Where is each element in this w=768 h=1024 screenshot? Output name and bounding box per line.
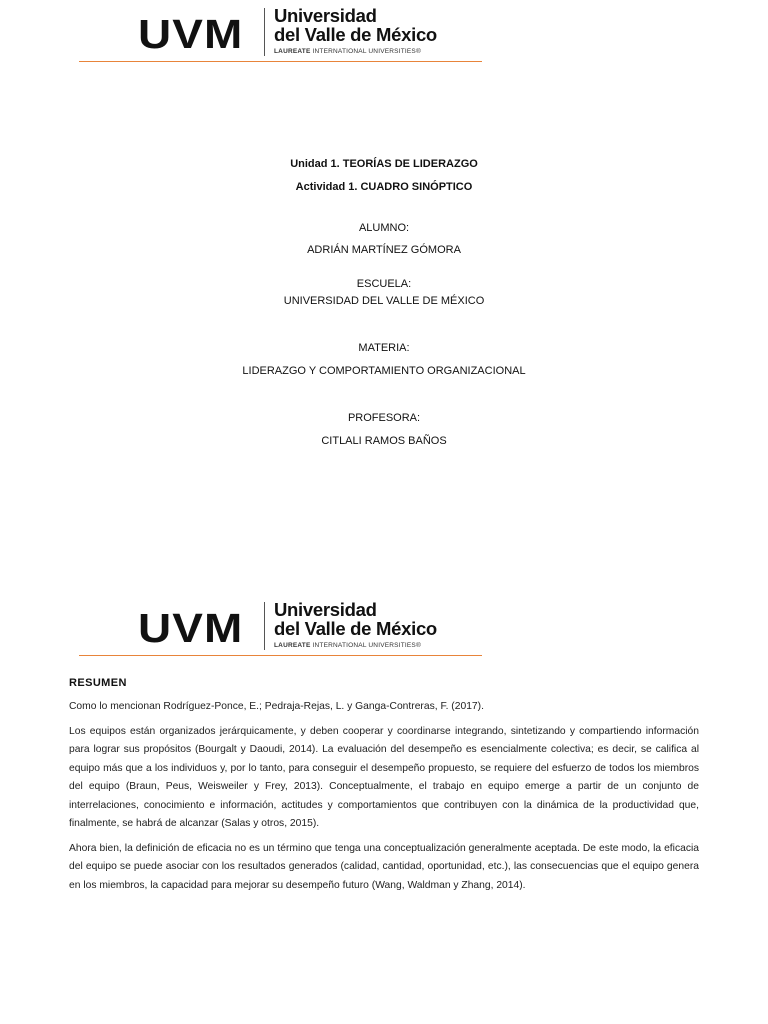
uvm-logo-mark: UVM [138, 11, 244, 57]
logo-network-label [274, 642, 421, 649]
header-rule-2 [79, 655, 482, 656]
logo-network-rest: INTERNATIONAL UNIVERSITIES® [310, 48, 421, 55]
student-label: ALUMNO: [358, 222, 410, 234]
activity-title: Actividad 1. CUADRO SINÓPTICO [295, 181, 473, 193]
student-name: ADRIÁN MARTÍNEZ GÓMORA [307, 244, 461, 256]
logo-divider [264, 602, 265, 650]
subject-label: MATERIA: [358, 342, 410, 354]
header-rule-1 [79, 61, 482, 62]
uvm-logo-header-2 [138, 599, 437, 658]
summary-paragraph-2: Los equipos están organizados jerárquicamente, y deben cooperar y coordinarse integrando, sintetizando y compartiendo información para lograr sus propósitos (Bourgalt y Daoudi, 2014). La evaluación del desempeño es esencialmente colectiva; es decir, se califica al equipo más que a los individuos y, por lo tanto, para conseguir el desempeño propuesto, se requiere del esfuerzo de todos los miembros del equipo (Braun, Peus, Weisweiler y Frey, 2013). Conceptualmente, el trabajo en equipo emerge a partir de un conjunto de interrelaciones, conocimiento e información, actitudes y comportamientos que contribuyen con la dinámica de la productividad que, finalmente, se habrá de alcanzar (Salas y otros, 2015). [69, 726, 699, 830]
logo-network-bold: LAUREATE [274, 642, 311, 649]
logo-university-name [274, 6, 437, 44]
uvm-logo-header-1 [138, 5, 437, 64]
summary-paragraph-3: Ahora bien, la definición de eficacia no es un término que tenga una conceptualización generalmente aceptada. De este modo, la eficacia del equipo se puede asociar con los resultados generados (calidad, cantidad, oportunidad, etc.), las consecuencias que el equipo genera en los miembros, la capacidad para mejorar su desempeño futuro (Wang, Waldman y Zhang, 2014). [69, 843, 699, 891]
uvm-logo-mark: UVM [138, 605, 244, 651]
summary-paragraph-1: Como lo mencionan Rodríguez-Ponce, E.; Pedraja-Rejas, L. y Ganga-Contreras, F. (2017). [69, 701, 484, 712]
school-label: ESCUELA: [356, 278, 412, 290]
teacher-label: PROFESORA: [347, 412, 421, 424]
logo-name-line2: del Valle de México [274, 618, 437, 639]
subject-name: LIDERAZGO Y COMPORTAMIENTO ORGANIZACIONAL [242, 365, 526, 377]
logo-university-name [274, 600, 437, 638]
logo-divider [264, 8, 265, 56]
logo-name-line2: del Valle de México [274, 24, 437, 45]
logo-network-bold: LAUREATE [274, 48, 311, 55]
logo-name-line1: Universidad [274, 599, 377, 620]
logo-name-line1: Universidad [274, 5, 377, 26]
teacher-name: CITLALI RAMOS BAÑOS [321, 435, 447, 447]
school-name: UNIVERSIDAD DEL VALLE DE MÉXICO [283, 295, 485, 307]
logo-network-label [274, 48, 421, 55]
logo-network-rest: INTERNATIONAL UNIVERSITIES® [310, 642, 421, 649]
unit-title: Unidad 1. TEORÍAS DE LIDERAZGO [290, 158, 478, 170]
summary-title: RESUMEN [69, 677, 127, 689]
